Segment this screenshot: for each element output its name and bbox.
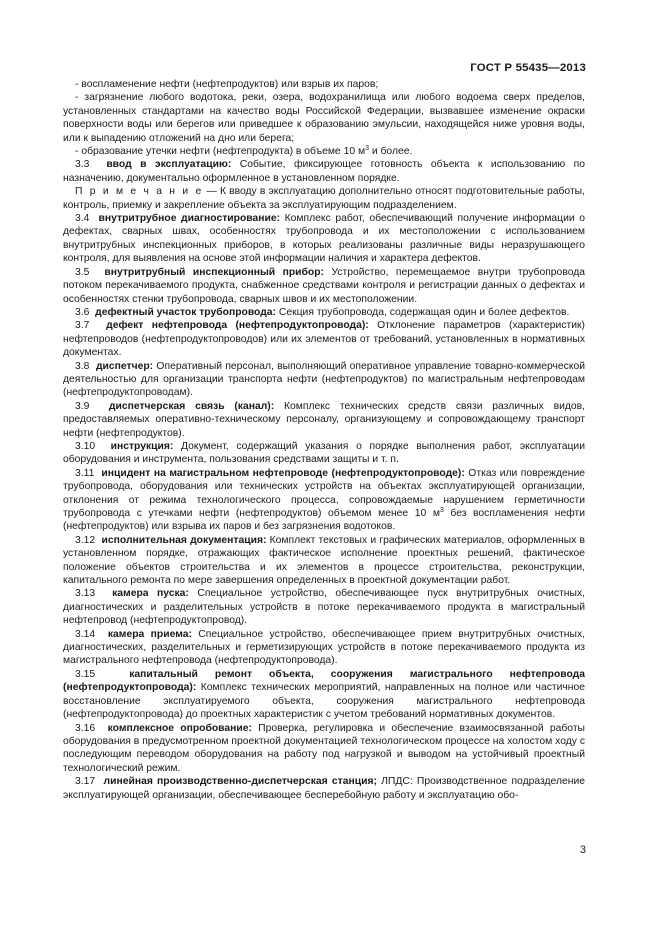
term-3-16: 3.16 комплексное опробование: Проверка, регулировка и обеспечение взаимосвязанной работы оборудования в предусмотренном проектной документацией технологическом процессе на холостом ходу с последующим переводом оборудования на работу под нагрузкой и выводом на устойчивый проектный технологический режим. xyxy=(63,722,585,774)
standard-designation: ГОСТ Р 55435—2013 xyxy=(470,62,586,74)
term-3-4: 3.4 внутритрубное диагностирование: Комплекс работ, обеспечивающий получение информации о дефектах, сварных швах, особенностях трубопровода и их местоположении с использованием внутритрубных инспекционных приборов, в которых реализованы различные виды неразрушающего контроля, для выявления на основе этой информации наличия и характера дефектов. xyxy=(63,213,585,265)
term-title: внутритрубный инспекционный прибор: xyxy=(104,266,324,278)
bullet-item: - образование утечки нефти (нефтепродукта) в объеме 10 $м^3$ и более. xyxy=(75,145,413,158)
bullet-item: - воспламенение нефти (нефтепродуктов) или взрыв их паров; xyxy=(75,79,379,90)
term-3-13: 3.13 камера пуска: Специальное устройство, обеспечивающее пуск внутритрубных очистных, диагностических и разделительных устройств в потоке перекачиваемого продукта в магистральный нефтепровод (нефтепродуктопровод). xyxy=(63,588,586,627)
term-title: капитальный ремонт объекта, сооружения магистрального нефтепровода (нефтепродуктопровода): xyxy=(63,668,586,694)
term-3-11: 3.11 инцидент на магистральном нефтепроводе (нефтепродуктопроводе): Отказ или повреждение трубопровода, оборудования или технических устройств на объектах эксплуатирующей организации, отклонения от режима технологического процесса, сопровождаемые нарушением герметичности трубопровода с утечками нефти (нефтепродуктов) объемом менее 10 $м^3$ без воспламенения нефти (нефтепродуктов) или взрыва их паров и без загрязнения водотоков. xyxy=(63,467,585,533)
term-3-14: 3.14 камера приема: Специальное устройство, обеспечивающее прием внутритрубных очистных, диагностических, разделительных и герметизирующих устройств в потоке перекачиваемого продукта из магистрального нефтепровода (нефтепродуктопровода). xyxy=(63,628,585,667)
term-3-17: 3.17 линейная производственно-диспетчерская станция; ЛПДС: Производственное подразделение эксплуатирующей организации, обеспечивающее бесперебойную работу и эксплуатацию обо- xyxy=(63,776,586,801)
term-title: инструкция: xyxy=(110,440,174,452)
term-3-3: 3.3 ввод в эксплуатацию: Событие, фиксирующее готовность объекта к использованию по назначению, документально оформленное в установленном порядке. xyxy=(63,159,585,184)
term-title: внутритрубное диагностирование: xyxy=(98,213,281,225)
term-title: диспетчер: xyxy=(95,360,154,372)
term-title: инцидент на магистральном нефтепроводе (нефтепродуктопроводе): xyxy=(101,467,465,479)
term-3-15: 3.15 капитальный ремонт объекта, сооружения магистрального нефтепровода (нефтепродуктопровода): Комплекс технических мероприятий, направленных на полное или частичное восстановление эксплуатируемого объекта, сооружения магистрального нефтепровода (нефтепродуктопровода) до проектных характеристик с учетом требований нормативных документов. xyxy=(63,668,586,721)
term-title: линейная производственно-диспетчерская станция; xyxy=(103,776,377,788)
term-title: комплексное опробование: xyxy=(107,722,252,734)
term-title: камера пуска: xyxy=(112,588,189,600)
note: П р и м е ч а н и е — К вводу в эксплуатацию дополнительно относят подготовительные работы, контроль, приемку и закрепление объекта за эксплуатирующим подразделением. xyxy=(63,186,585,211)
term-title: дефект нефтепровода (нефтепродуктопровода): xyxy=(106,320,369,332)
term-3-12: 3.12 исполнительная документация: Комплект текстовых и графических материалов, оформленных в установленном порядке, отражающих фактическое исполнение проектных решений, фактическое положение объектов строительства и их элементов в процессе строительства, реконструкции, капитального ремонта по мере завершения определенных в проектной документации работ. xyxy=(63,534,585,587)
term-3-8: 3.8 диспетчер: Оперативный персонал, выполняющий оперативное управление товарно-коммерческой деятельностью для организации транспорта нефти (нефтепродуктов) по магистральным нефтепроводам (нефтепродуктопроводам). xyxy=(63,360,585,399)
term-title: камера приема: xyxy=(107,628,192,640)
term-3-5: 3.5 внутритрубный инспекционный прибор: Устройство, перемещаемое внутри трубопровода потоком перекачиваемого продукта, снабженное средствами контроля и регистрации данных о дефектах и особенностях стенки трубопровода, сварных швов и их местоположении. xyxy=(63,266,586,305)
term-title: дефектный участок трубопровода: xyxy=(95,306,277,318)
note-label: П р и м е ч а н и е xyxy=(75,186,204,198)
term-title: исполнительная документация: xyxy=(101,534,267,546)
bullet-item: - загрязнение любого водотока, реки, озера, водохранилища или любого водоема сверх пределов, установленных стандартами на качество воды Российской Федерации, вызвавшее изменение окраски поверхности воды или берегов или приведшее к образованию эмульсии, находящейся ниже уровня воды, или к выпадению отложений на дно или берега; xyxy=(63,92,585,144)
term-3-7: 3.7 дефект нефтепровода (нефтепродуктопровода): Отклонение параметров (характеристик) нефтепроводов (нефтепродуктопроводов) или их элементов от требований, установленных в нормативных документах. xyxy=(63,320,585,359)
term-3-10: 3.10 инструкция: Документ, содержащий указания о порядке выполнения работ, эксплуатации оборудования и инструмента, пользования средствами защиты и т. п. xyxy=(63,440,585,466)
term-3-6: 3.6 дефектный участок трубопровода: Секция трубопровода, содержащая один и более дефектов. xyxy=(75,306,570,318)
document-body xyxy=(63,78,585,802)
term-3-9: 3.9 диспетчерская связь (канал): Комплекс технических средств связи различных видов, предоставляемых оперативно-техническому персоналу, организующему и сопровождающему транспорт нефти (нефтепродуктов). xyxy=(63,400,585,439)
term-title: диспетчерская связь (канал): xyxy=(108,400,275,412)
term-title: ввод в эксплуатацию: xyxy=(106,159,232,171)
page-number: 3 xyxy=(579,844,586,856)
